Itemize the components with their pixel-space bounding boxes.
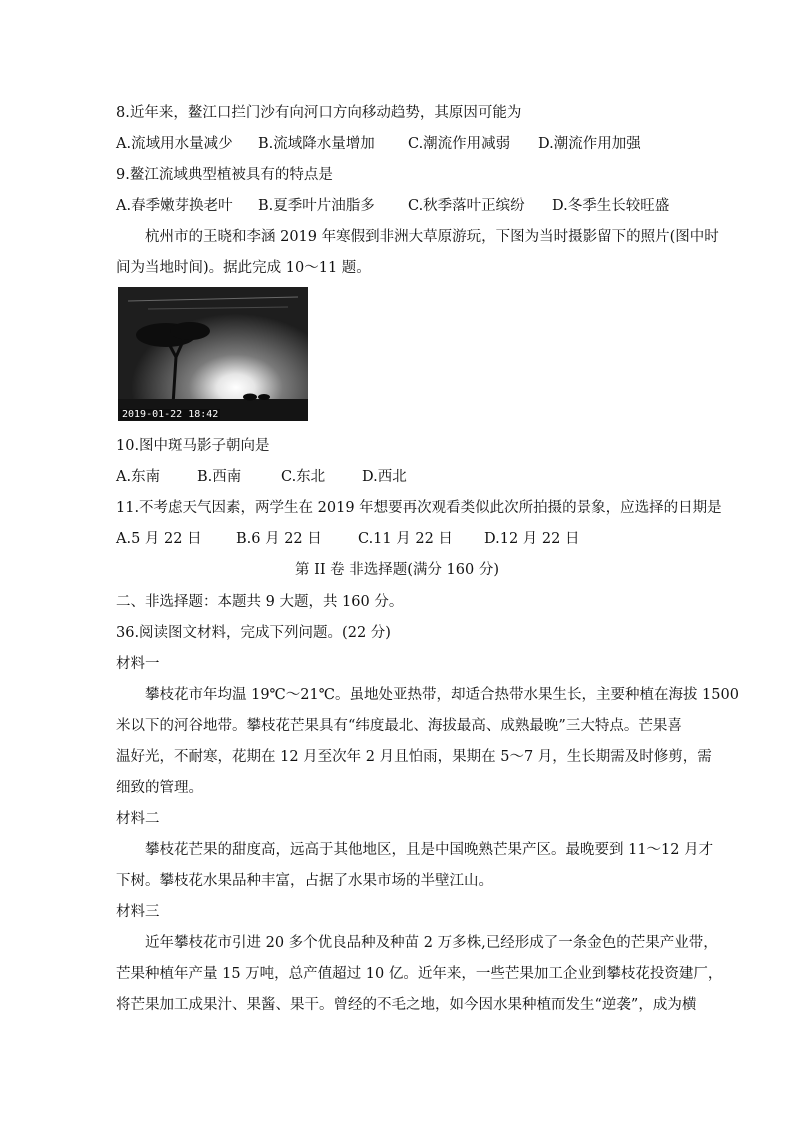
q36-stem: 36.阅读图文材料，完成下列问题。(22 分) bbox=[116, 625, 391, 641]
q10-option-c: C.东北 bbox=[281, 469, 326, 485]
photo-timestamp: 2019-01-22 18:42 bbox=[122, 409, 219, 420]
q9-option-d: D.冬季生长较旺盛 bbox=[552, 198, 670, 214]
intro-line-1: 杭州市的王晓和李涵 2019 年寒假到非洲大草原游玩，下图为当时摄影留下的照片(图中时 bbox=[145, 229, 719, 245]
q8-option-a: A.流域用水量减少 bbox=[116, 136, 233, 152]
material2-label: 材料二 bbox=[116, 811, 160, 827]
q11-option-c: C.11 月 22 日 bbox=[358, 531, 453, 547]
q11-option-b: B.6 月 22 日 bbox=[236, 531, 322, 547]
q10-option-a: A.东南 bbox=[116, 469, 161, 485]
q9-option-a: A.春季嫩芽换老叶 bbox=[116, 198, 233, 214]
material3-line-1: 近年攀枝花市引进 20 多个优良品种及种苗 2 万多株,已经形成了一条金色的芒果产业带， bbox=[145, 935, 718, 951]
material1-line-2: 米以下的河谷地带。攀枝花芒果具有“纬度最北、海拔最高、成熟最晚”三大特点。芒果喜 bbox=[116, 718, 682, 734]
q10-stem: 10.图中斑马影子朝向是 bbox=[116, 438, 270, 454]
q8-stem: 8.近年来，鳌江口拦门沙有向河口方向移动趋势，其原因可能为 bbox=[116, 105, 522, 121]
material3-line-3: 将芒果加工成果汁、果酱、果干。曾经的不毛之地，如今因水果种植而发生“逆袭”，成为横 bbox=[116, 997, 697, 1013]
material2-line-1: 攀枝花芒果的甜度高，远高于其他地区，且是中国晚熟芒果产区。最晚要到 11～12 月才 bbox=[145, 842, 714, 858]
q8-option-c: C.潮流作用减弱 bbox=[408, 136, 511, 152]
q8-option-b: B.流域降水量增加 bbox=[258, 136, 375, 152]
q10-option-d: D.西北 bbox=[362, 469, 407, 485]
part2-title: 第 II 卷 非选择题(满分 160 分) bbox=[295, 562, 499, 578]
material1-line-1: 攀枝花市年均温 19℃～21℃。虽地处亚热带，却适合热带水果生长，主要种植在海拔 1500 bbox=[145, 687, 739, 703]
q10-option-b: B.西南 bbox=[197, 469, 242, 485]
material2-line-2: 下树。攀枝花水果品种丰富，占据了水果市场的半壁江山。 bbox=[116, 873, 493, 889]
q8-option-d: D.潮流作用加强 bbox=[538, 136, 641, 152]
part2-section-heading: 二、非选择题：本题共 9 大题，共 160 分。 bbox=[116, 594, 404, 610]
q11-option-d: D.12 月 22 日 bbox=[484, 531, 580, 547]
q11-option-a: A.5 月 22 日 bbox=[116, 531, 202, 547]
material1-line-3: 温好光，不耐寒，花期在 12 月至次年 2 月且怕雨，果期在 5～7 月，生长期需及时修剪，需 bbox=[116, 749, 712, 765]
savanna-sunset-photo bbox=[118, 287, 308, 421]
material1-line-4: 细致的管理。 bbox=[116, 780, 203, 796]
material1-label: 材料一 bbox=[116, 656, 160, 672]
q9-option-c: C.秋季落叶正缤纷 bbox=[408, 198, 525, 214]
material3-label: 材料三 bbox=[116, 904, 160, 920]
material3-line-2: 芒果种植年产量 15 万吨，总产值超过 10 亿。近年来，一些芒果加工企业到攀枝花投资建厂， bbox=[116, 966, 723, 982]
intro-line-2: 间为当地时间)。据此完成 10～11 题。 bbox=[116, 260, 371, 276]
q9-stem: 9.鳌江流域典型植被具有的特点是 bbox=[116, 167, 333, 183]
q9-option-b: B.夏季叶片油脂多 bbox=[258, 198, 375, 214]
q11-stem: 11.不考虑天气因素，两学生在 2019 年想要再次观看类似此次所拍摄的景象，应选择的日期是 bbox=[116, 500, 722, 516]
photo-scene bbox=[118, 287, 308, 421]
